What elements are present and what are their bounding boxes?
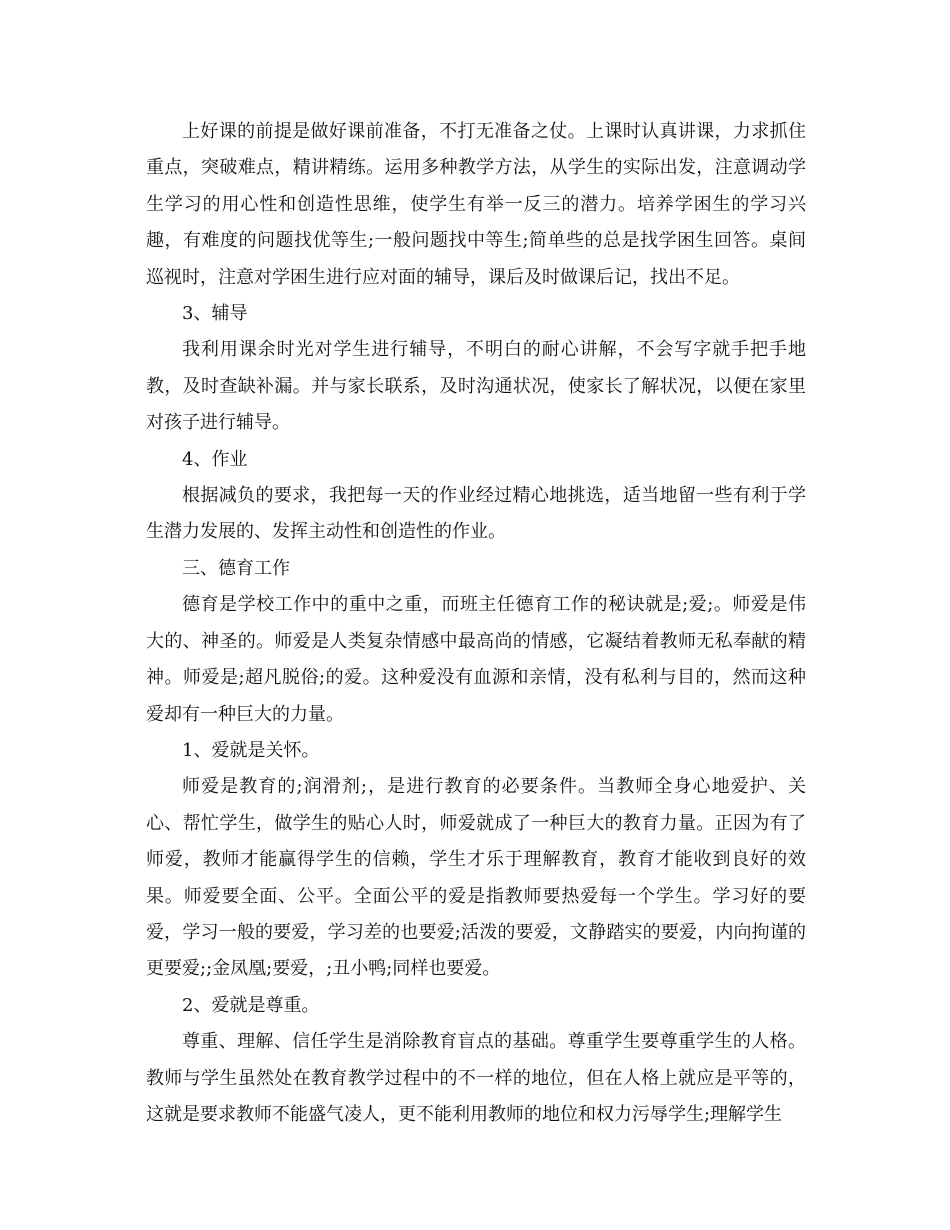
paragraph-love-is-care: 师爱是教育的;润滑剂;，是进行教育的必要条件。当教师全身心地爱护、关心、帮忙学生，做学生的贴心人时，师爱就成了一种巨大的教育力量。正因为有了师爱，教师才能赢得学生的信赖，学生才乐于理解教育，教育才能收到良好的效果。师爱要全面、公平。全面公平的爱是指教师要热爱每一个学生。学习好的要爱，学习一般的要爱，学习差的也要爱;活泼的要爱，文静踏实的要爱，内向拘谨的更要爱;;金凤凰;要爱，;丑小鸭;同样也要爱。	[146, 776, 806, 980]
paragraph-tutoring: 我利用课余时光对学生进行辅导，不明白的耐心讲解，不会写字就手把手地教，及时查缺补漏。并与家长联系，及时沟通状况，使家长了解状况，以便在家里对孩子进行辅导。	[146, 339, 806, 434]
heading-love-is-care: 1、爱就是关怀。	[182, 739, 320, 761]
paragraph-homework: 根据减负的要求，我把每一天的作业经过精心地挑选，适当地留一些有利于学生潜力发展的、发挥主动性和创造性的作业。	[146, 485, 806, 543]
heading-moral-education: 三、德育工作	[182, 557, 290, 579]
heading-love-is-respect: 2、爱就是尊重。	[182, 994, 320, 1016]
paragraph-love-is-respect: 尊重、理解、信任学生是消除教育盲点的基础。尊重学生要尊重学生的人格。教师与学生虽然处在教育教学过程中的不一样的地位，但在人格上就应是平等的，这就是要求教师不能盛气凌人，更不能利用教师的地位和权力污辱学生;理解学生	[146, 1031, 806, 1125]
heading-tutoring: 3、辅导	[182, 303, 248, 325]
heading-homework: 4、作业	[182, 448, 248, 470]
paragraph-moral-education: 德育是学校工作中的重中之重，而班主任德育工作的秘诀就是;爱;。师爱是伟大的、神圣的。师爱是人类复杂情感中最高尚的情感，它凝结着教师无私奉献的精神。师爱是;超凡脱俗;的爱。这种爱没有血源和亲情，没有私利与目的，然而这种爱却有一种巨大的力量。	[146, 594, 806, 725]
paragraph-lesson-preparation: 上好课的前提是做好课前准备，不打无准备之仗。上课时认真讲课，力求抓住重点，突破难点，精讲精练。运用多种教学方法，从学生的实际出发，注意调动学生学习的用心性和创造性思维，使学生有举一反三的潜力。培养学困生的学习兴趣，有难度的问题找优等生;一般问题找中等生;简单些的总是找学困生回答。桌间巡视时，注意对学困生进行应对面的辅导，课后及时做课后记，找出不足。	[146, 121, 806, 288]
document-body	[146, 114, 806, 1133]
